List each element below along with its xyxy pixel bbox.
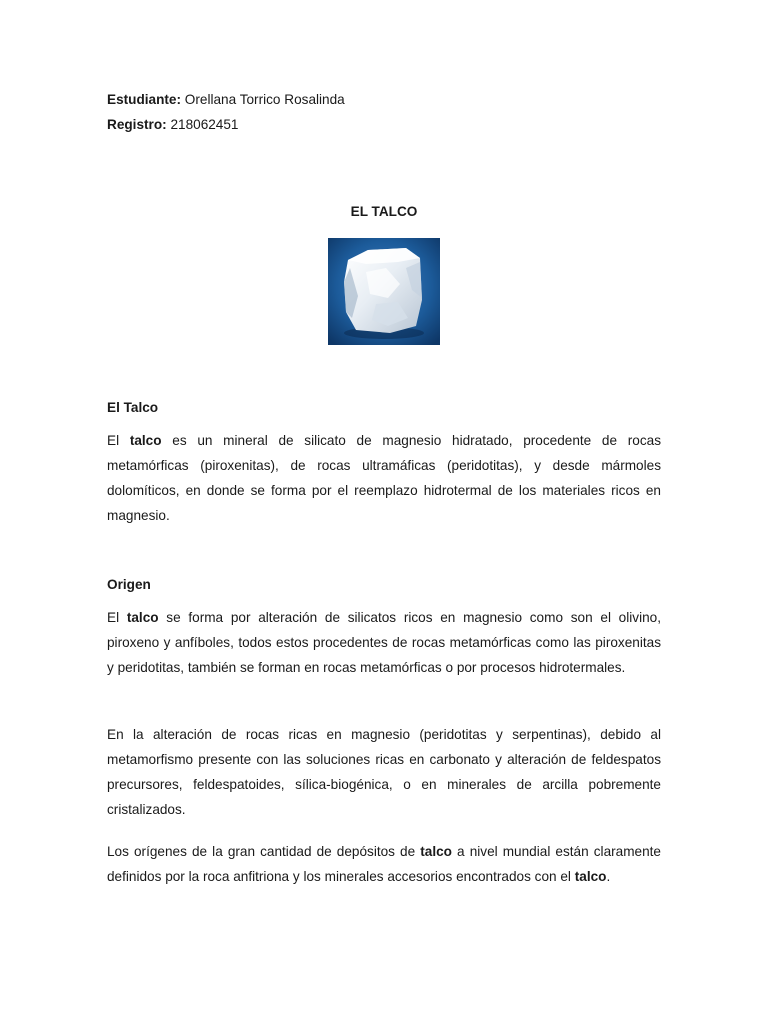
- section-heading-origen: Origen: [107, 577, 151, 592]
- talco-paragraph: El talco es un mineral de silicato de magnesio hidratado, procedente de rocas metamórficas (piroxenitas), de rocas ultramáficas (peridotitas), y desde mármoles dolomíticos, en donde se forma por el reemplazo hidrotermal de los materiales ricos en magnesio.: [107, 433, 662, 523]
- section-heading-talco: El Talco: [107, 400, 159, 415]
- registry-line: [107, 116, 239, 134]
- student-label: Estudiante:: [107, 92, 182, 107]
- student-name: Orellana Torrico Rosalinda: [181, 92, 345, 107]
- origen-paragraph-2: En la alteración de rocas ricas en magnesio (peridotitas y serpentinas), debido al metamorfismo presente con las soluciones ricas en carbonato y alteración de feldespatos precursores, feldespatoides, sílica-biogénica, o en minerales de arcilla pobremente cristalizados.: [107, 727, 661, 817]
- document-title: EL TALCO: [350, 204, 418, 219]
- registry-label: Registro:: [107, 117, 167, 132]
- origen-paragraph-1: El talco se forma por alteración de silicatos ricos en magnesio como son el olivino, piroxeno y anfíboles, todos estos procedentes de rocas metamórficas como las piroxenitas y peridotitas, también se forman en rocas metamórficas o por procesos hidrotermales.: [107, 610, 662, 675]
- origen-paragraph-3: Los orígenes de la gran cantidad de depósitos de talco a nivel mundial están claramente definidos por la roca anfitriona y los minerales accesorios encontrados con el talco.: [107, 844, 661, 884]
- talc-mineral-photo: [328, 238, 440, 345]
- registry-number: 218062451: [166, 117, 239, 132]
- student-line: [107, 91, 345, 109]
